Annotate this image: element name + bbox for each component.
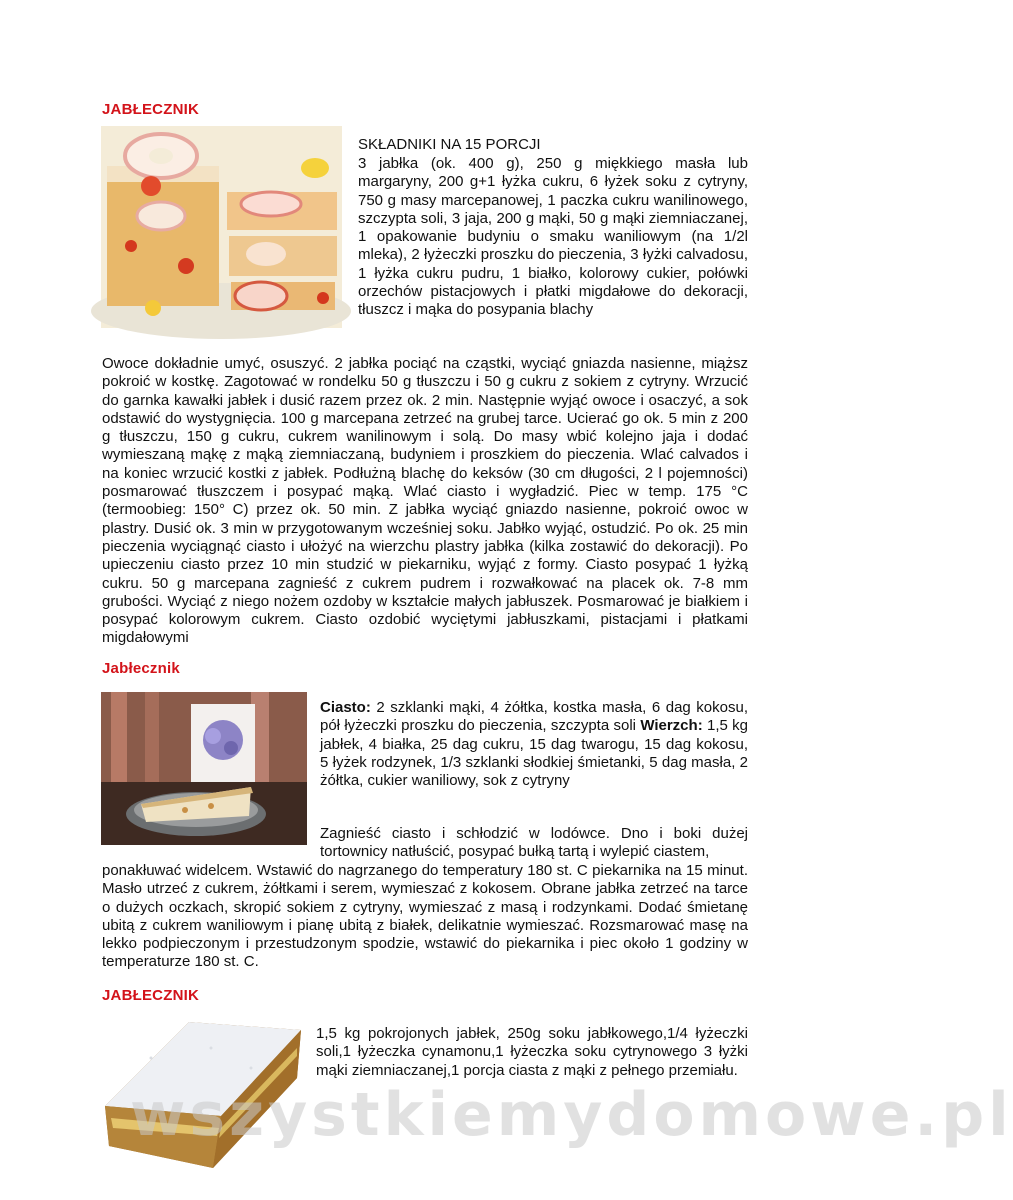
recipe-1-ingredients-heading: SKŁADNIKI NA 15 PORCJI (358, 136, 541, 153)
recipe-1-cake-photo (101, 126, 342, 328)
recipe-2-topping: 1,5 kg jabłek, 4 białka, 25 dag cukru, 15 dag twarogu, 15 dag kokosu, 5 łyżek rodzynek, 1/3 szklanki słodkiej śmietanki, 5 dag masła, 2 żółtka, cukier waniliowy, sok z cytryny (320, 717, 749, 790)
recipe-3-ingredients: 1,5 kg pokrojonych jabłek, 250g soku jabłkowego,1/4 łyżeczki soli,1 łyżeczka cynamonu,1 łyżeczka soku cytrynowego 3 łyżki mąki ziemniaczanej,1 porcja ciasta z mąki z pełnego przemiału. (316, 1025, 748, 1079)
recipe-2-dough-label: Ciasto: (320, 699, 371, 716)
recipe-2-dough: 2 szklanki mąki, 4 żółtka, kostka masła, 6 dag kokosu, pół łyżeczki proszku do pieczenia, szczypta soli (320, 699, 748, 735)
recipe-2-topping-label: Wierzch: (640, 717, 703, 735)
recipe-2-title: Jabłecznik (102, 660, 180, 677)
recipe-3-title: JABŁECZNIK (102, 987, 200, 1004)
recipe-2-instructions-part2: ponakłuwać widelcem. Wstawić do nagrzanego do temperatury 180 st. C piekarnika na 15 minut. Masło utrzeć z cukrem, żółtkami i serem, wymieszać z kokosem. Obrane jabłka zetrzeć na tarce o dużych oczkach, skropić sokiem z cytryny, wymieszać z masą i rodzynkami. Dodać śmietanę ubitą z cukrem waniliowym i pianę ubitą z białek, delikatnie wymieszać. Rozsmarować masę na lekko podpieczonym i przestudzonym spodzie, wstawić do piekarnika i piec około 1 godziny w temperaturze 180 st. C. (102, 862, 748, 971)
recipe-2-instructions-part1: Zagnieść ciasto i schłodzić w lodówce. Dno i boki dużej tortownicy natłuścić, posypać bułką tartą i wylepić ciastem, (320, 825, 748, 861)
recipe-1-title: JABŁECZNIK (102, 101, 200, 118)
recipe-1-ingredients: 3 jabłka (ok. 400 g), 250 g miękkiego masła lub margaryny, 200 g+1 łyżka cukru, 6 łyżek soku z cytryny, 750 g masy marcepanowej, 1 paczka cukru wanilinowego, szczypta soli, 3 jaja, 200 g mąki, 50 g mąki ziemniaczanej, 1 opakowanie budyniu o smaku waniliowym (na 1/2l mleka), 2 łyżeczki proszku do pieczenia, 3 łyżki calvadosu, 1 łyżka cukru pudru, 1 białko, kolorowy cukier, połówki orzechów pistacjowych i płatki migdałowe do dekoracji, tłuszcz i mąka do posypania blachy (358, 155, 748, 319)
recipe-2-ingredients (320, 699, 748, 790)
recipe-1-instructions: Owoce dokładnie umyć, osuszyć. 2 jabłka pociąć na cząstki, wyciąć gniazda nasienne, miąższ pokroić w kostkę. Zagotować w rondelku 50 g tłuszczu i 50 g cukru z sokiem z cytryny. Wrzucić do garnka kawałki jabłek i dusić razem przez ok. 2 min. Następnie wyjąć owoce i osaczyć, a sok odstawić do wystygnięcia. 100 g marcepana zetrzeć na grubej tarce. Ucierać go ok. 5 min z 200 g tłuszczu, 150 g cukru, cukrem wanilinowym i solą. Do masy wbić kolejno jaja i dodać wymieszaną mąkę z mąką ziemniaczaną, budyniem i proszkiem do pieczenia. Wlać calvados i na koniec wrzucić kostki z jabłek. Podłużną blachę do keksów (30 cm długości, 2 l pojemności) posmarować tłuszczem i posypać mąką. Wlać ciasto i wygładzić. Piec w temp. 175 °C (termoobieg: 150° C) przez ok. 50 min. Z jabłka wyciąć gniazdo nasienne, pokroić owoc w plastry. Dusić ok. 3 min w przygotowanym wcześniej soku. Jabłko wyjąć, ostudzić. Po ok. 25 min pieczenia wyciągnąć ciasto i ułożyć na wierzchu plastry jabłka (kilka zostawić do dekoracji). Po upieczeniu ciasto przez 10 min studzić w piekarniku, wyjąć z formy. Ciasto posypać 1 łyżką cukru. 50 g marcepana zagnieść z cukrem pudrem i rozwałkować na placek ok. 7-8 mm grubości. Wyciąć z niego nożem ozdoby w kształcie małych jabłuszek. Posmarować je białkiem i posypać kolorowym cukrem. Ciasto ozdobić wyciętymi jabłuszkami, pistacjami i płatkami migdałowymi (102, 355, 748, 647)
site-watermark: wszystkiemydomowe.pl (130, 1080, 1013, 1150)
recipe-2-cake-photo (101, 692, 307, 845)
